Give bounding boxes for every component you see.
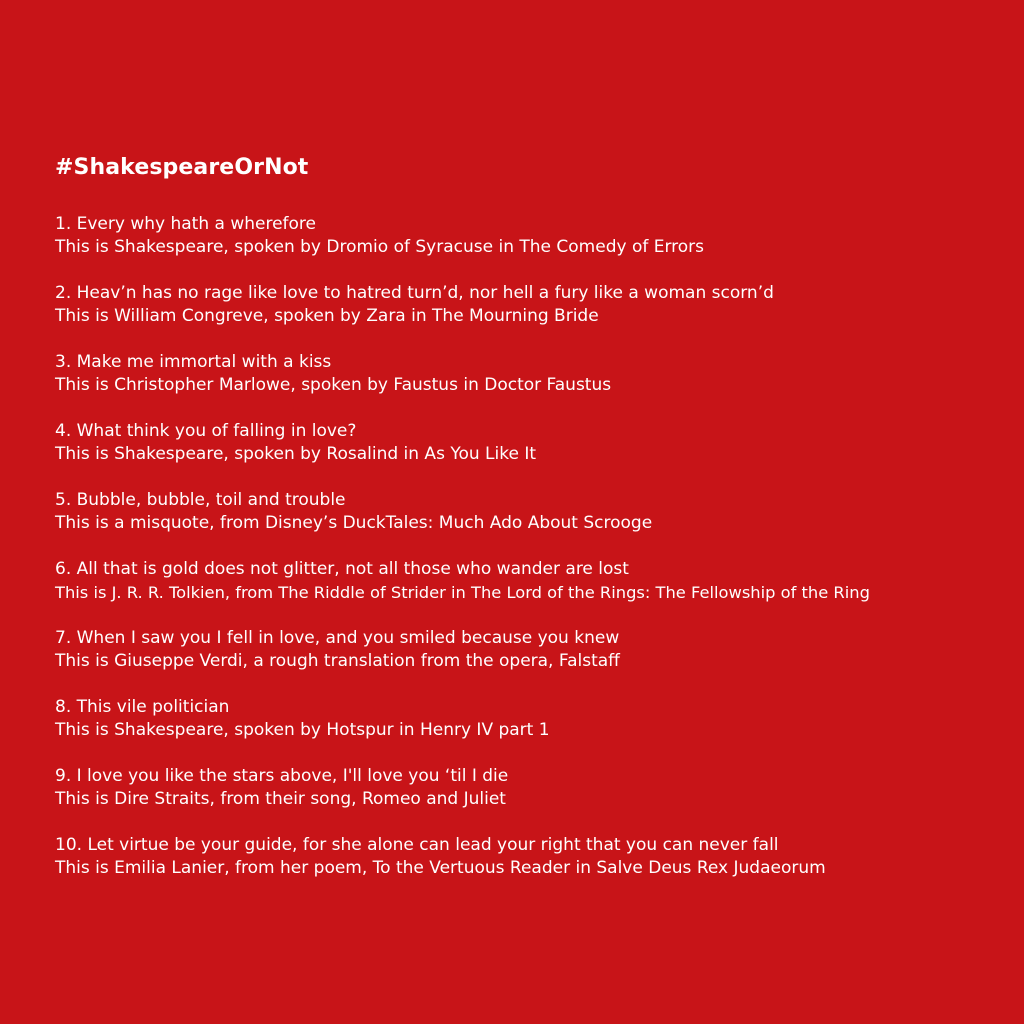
list-item-4: [55, 420, 984, 466]
quote-text: 3. Make me immortal with a kiss: [55, 352, 332, 372]
page-title: #ShakespeareOrNot: [55, 155, 309, 180]
answer-text: This is Shakespeare, spoken by Dromio of Syracuse in The Comedy of Errors: [55, 237, 705, 257]
list-item-5: [55, 489, 984, 535]
answer-text: This is Shakespeare, spoken by Rosalind in As You Like It: [55, 444, 537, 464]
list-item-8: [55, 696, 984, 742]
quote-text: 2. Heav’n has no rage like love to hatred turn’d, nor hell a fury like a woman scorn’d: [55, 283, 774, 303]
quote-list: [55, 213, 984, 880]
answer-text: This is Christopher Marlowe, spoken by Faustus in Doctor Faustus: [55, 375, 612, 395]
answer-text: This is Shakespeare, spoken by Hotspur in Henry IV part 1: [55, 720, 550, 740]
answer-text: This is Dire Straits, from their song, Romeo and Juliet: [55, 789, 506, 809]
quote-text: 1. Every why hath a wherefore: [55, 214, 317, 234]
answer-text: This is William Congreve, spoken by Zara in The Mourning Bride: [55, 306, 599, 326]
answer-text: This is Emilia Lanier, from her poem, To the Vertuous Reader in Salve Deus Rex Judaeorum: [55, 858, 826, 878]
answer-text: This is Giuseppe Verdi, a rough translation from the opera, Falstaff: [55, 651, 620, 671]
list-item-9: [55, 765, 984, 811]
list-item-1: [55, 213, 984, 259]
quote-text: 9. I love you like the stars above, I'll love you ‘til I die: [55, 766, 509, 786]
quote-text: 6. All that is gold does not glitter, not all those who wander are lost: [55, 559, 629, 579]
answer-text: This is a misquote, from Disney’s DuckTales: Much Ado About Scrooge: [55, 513, 653, 533]
list-item-7: [55, 627, 984, 673]
answer-text: This is J. R. R. Tolkien, from The Riddle of Strider in The Lord of the Rings: The Fellowship of the Ring: [55, 583, 870, 602]
list-item-3: [55, 351, 984, 397]
list-item-2: [55, 282, 984, 328]
quote-text: 8. This vile politician: [55, 697, 230, 717]
quote-text: 7. When I saw you I fell in love, and you smiled because you knew: [55, 628, 620, 648]
quote-text: 10. Let virtue be your guide, for she alone can lead your right that you can never fall: [55, 835, 779, 855]
list-item-6: [55, 558, 984, 604]
list-item-10: [55, 834, 984, 880]
quote-text: 4. What think you of falling in love?: [55, 421, 357, 441]
quote-text: 5. Bubble, bubble, toil and trouble: [55, 490, 346, 510]
